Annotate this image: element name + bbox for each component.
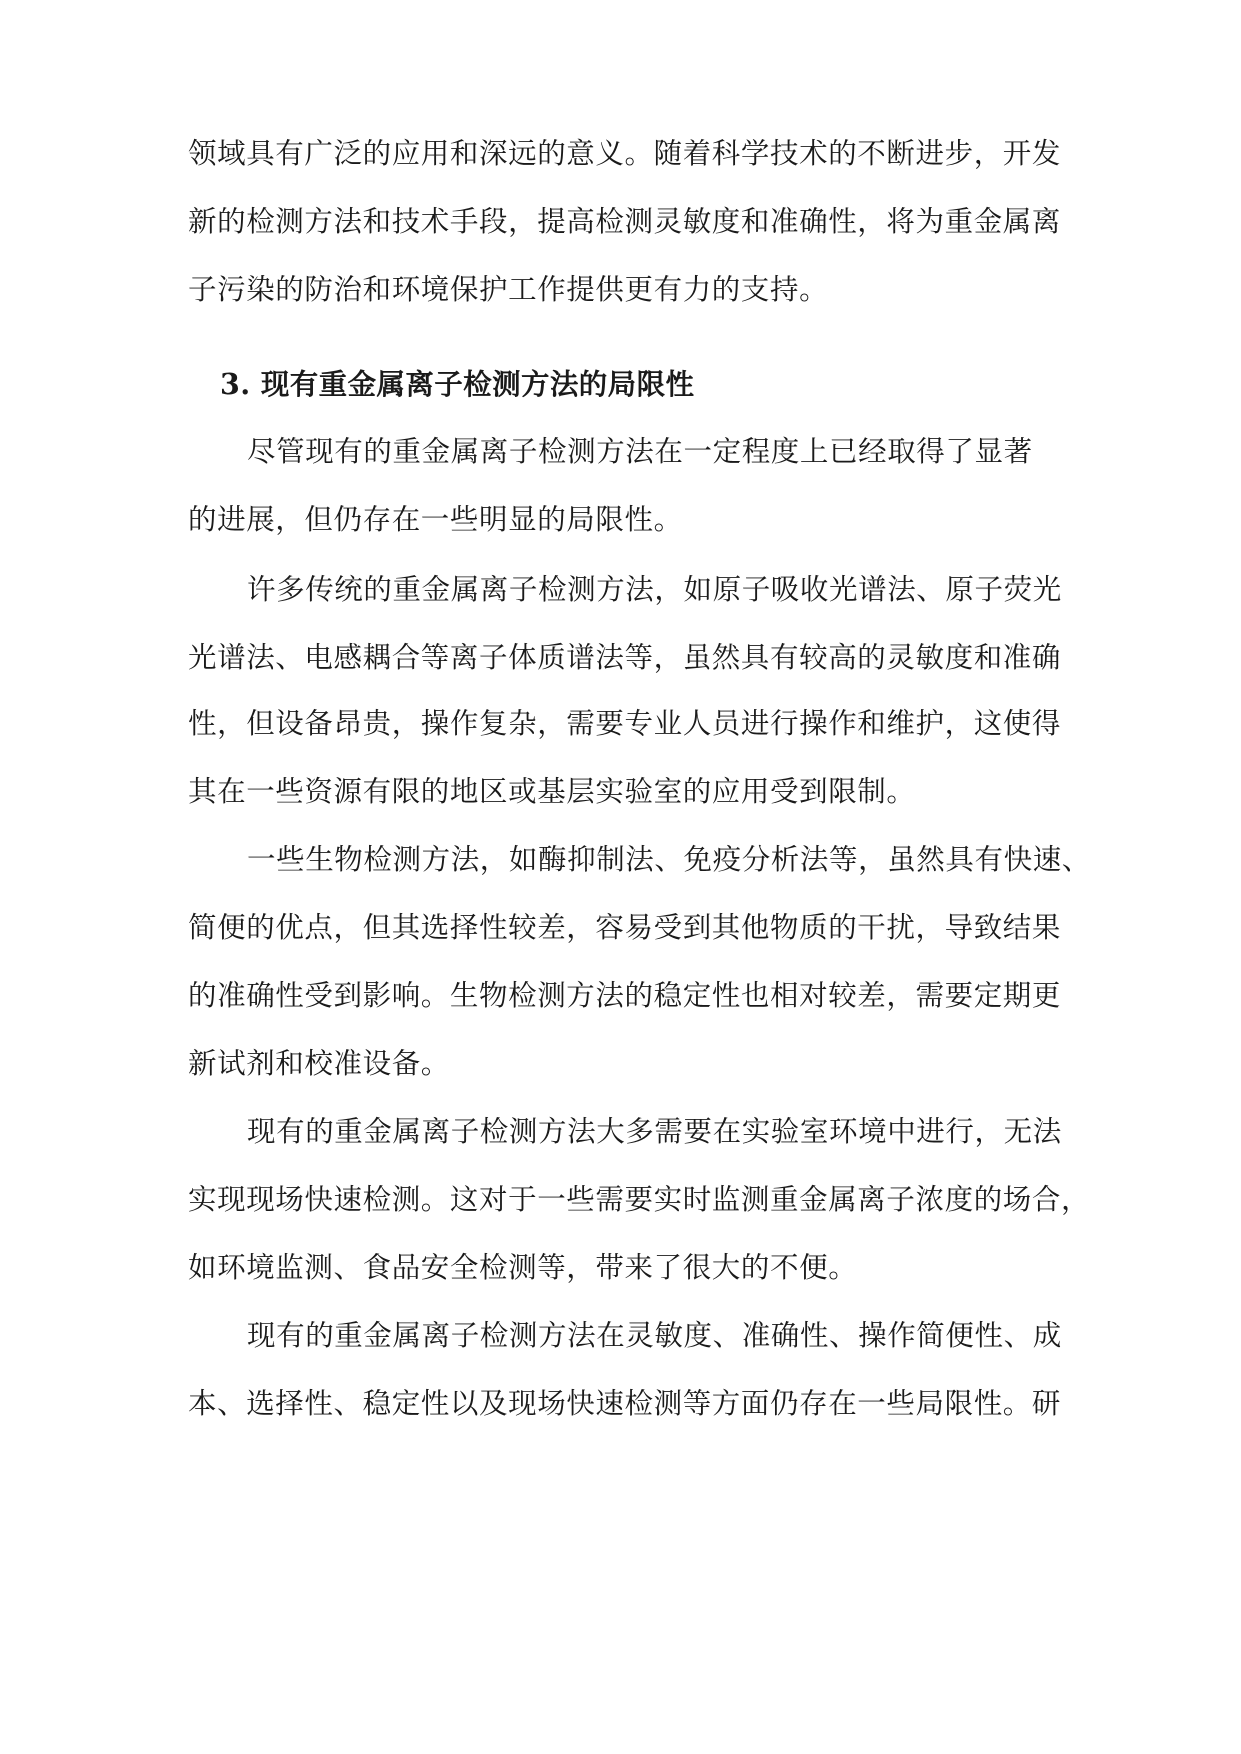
paragraph-line: 新的检测方法和技术手段，提高检测灵敏度和准确性，将为重金属离	[188, 205, 1062, 238]
paragraph-line: 许多传统的重金属离子检测方法，如原子吸收光谱法、原子荧光	[247, 573, 1062, 606]
paragraph-line: 如环境监测、食品安全检测等，带来了很大的不便。	[188, 1251, 858, 1284]
paragraph-line: 现有的重金属离子检测方法大多需要在实验室环境中进行，无法	[247, 1115, 1062, 1148]
paragraph-line: 尽管现有的重金属离子检测方法在一定程度上已经取得了显著	[247, 435, 1033, 468]
paragraph-line: 其在一些资源有限的地区或基层实验室的应用受到限制。	[188, 775, 916, 808]
paragraph-line: 光谱法、电感耦合等离子体质谱法等，虽然具有较高的灵敏度和准确	[188, 641, 1062, 674]
paragraph-line: 子污染的防治和环境保护工作提供更有力的支持。	[188, 273, 829, 306]
paragraph-line: 新试剂和校准设备。	[188, 1047, 450, 1080]
paragraph-line: 一些生物检测方法，如酶抑制法、免疫分析法等，虽然具有快速、	[247, 843, 1091, 876]
section-heading: 3. 现有重金属离子检测方法的局限性	[220, 367, 695, 401]
paragraph-line: 的进展，但仍存在一些明显的局限性。	[188, 503, 683, 536]
paragraph-line: 现有的重金属离子检测方法在灵敏度、准确性、操作简便性、成	[247, 1319, 1062, 1352]
paragraph-line: 性，但设备昂贵，操作复杂，需要专业人员进行操作和维护，这使得	[188, 707, 1062, 740]
paragraph-line: 简便的优点，但其选择性较差，容易受到其他物质的干扰，导致结果	[188, 911, 1062, 944]
paragraph-line: 领域具有广泛的应用和深远的意义。随着科学技术的不断进步，开发	[188, 137, 1062, 170]
paragraph-line: 实现现场快速检测。这对于一些需要实时监测重金属离子浓度的场合，	[188, 1183, 1091, 1216]
paragraph-line: 的准确性受到影响。生物检测方法的稳定性也相对较差，需要定期更	[188, 979, 1062, 1012]
paragraph-line: 本、选择性、稳定性以及现场快速检测等方面仍存在一些局限性。研	[188, 1387, 1062, 1420]
